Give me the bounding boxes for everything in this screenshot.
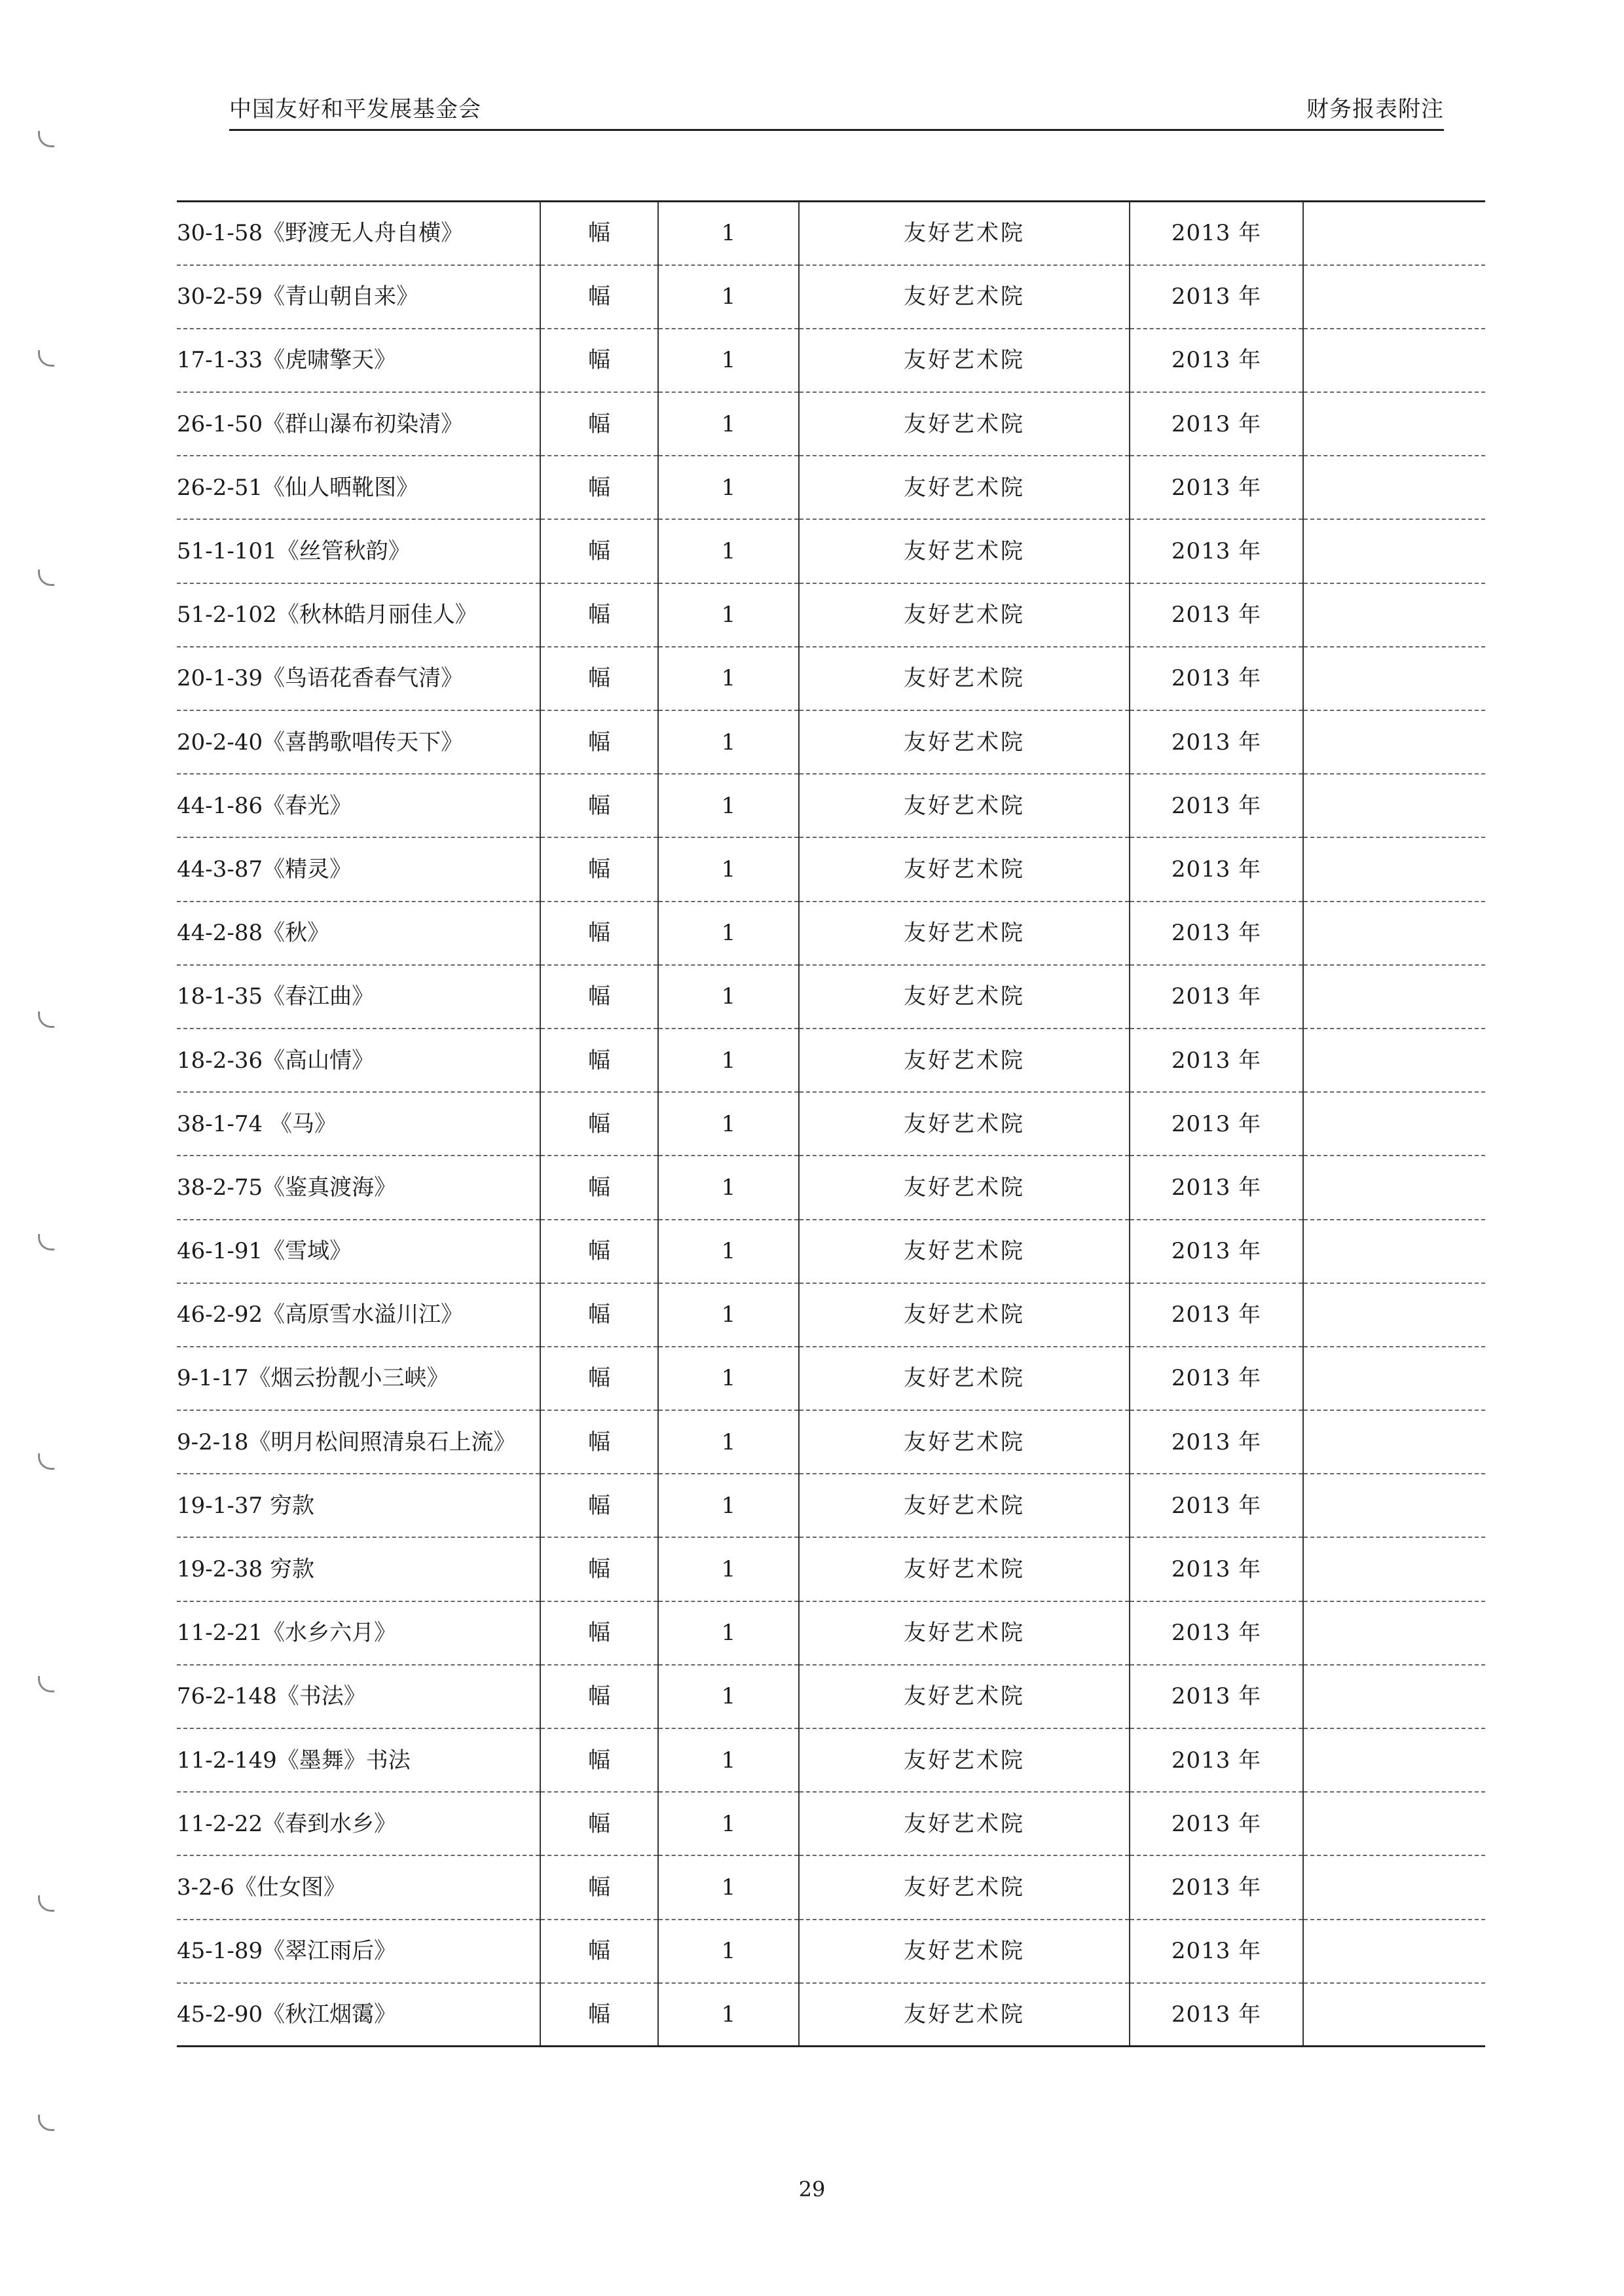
source-cell: 友好艺术院 bbox=[799, 1156, 1130, 1219]
source-cell: 友好艺术院 bbox=[799, 583, 1130, 647]
unit-cell: 幅 bbox=[540, 1347, 658, 1410]
report-title: 财务报表附注 bbox=[1306, 96, 1444, 122]
table-body bbox=[177, 202, 1485, 2047]
item-name-cell: 11-2-21《水乡六月》 bbox=[177, 1601, 540, 1665]
binder-hole-mark bbox=[38, 1676, 54, 1692]
quantity-cell: 1 bbox=[658, 1220, 799, 1283]
note-cell bbox=[1303, 710, 1485, 774]
note-cell bbox=[1303, 965, 1485, 1029]
unit-cell: 幅 bbox=[540, 902, 658, 965]
unit-cell: 幅 bbox=[540, 1283, 658, 1347]
unit-cell: 幅 bbox=[540, 710, 658, 774]
item-name-cell: 11-2-149《墨舞》书法 bbox=[177, 1728, 540, 1792]
item-name-cell: 3-2-6《仕女图》 bbox=[177, 1855, 540, 1919]
unit-cell: 幅 bbox=[540, 1410, 658, 1474]
table-row bbox=[177, 265, 1485, 329]
table-row bbox=[177, 1410, 1485, 1474]
unit-cell: 幅 bbox=[540, 202, 658, 265]
source-cell: 友好艺术院 bbox=[799, 1283, 1130, 1347]
header-rule bbox=[229, 129, 1444, 131]
table-row bbox=[177, 329, 1485, 392]
year-cell: 2013 年 bbox=[1130, 1029, 1303, 1092]
table-row bbox=[177, 392, 1485, 456]
quantity-cell: 1 bbox=[658, 1601, 799, 1665]
year-cell: 2013 年 bbox=[1130, 1920, 1303, 1983]
item-name-cell: 18-2-36《高山情》 bbox=[177, 1029, 540, 1092]
unit-cell: 幅 bbox=[540, 647, 658, 710]
item-name-cell: 30-1-58《野渡无人舟自横》 bbox=[177, 202, 540, 265]
table-row bbox=[177, 1220, 1485, 1283]
source-cell: 友好艺术院 bbox=[799, 710, 1130, 774]
note-cell bbox=[1303, 1029, 1485, 1092]
year-cell: 2013 年 bbox=[1130, 774, 1303, 837]
organization-name: 中国友好和平发展基金会 bbox=[229, 96, 481, 122]
source-cell: 友好艺术院 bbox=[799, 519, 1130, 583]
item-name-cell: 38-2-75《鉴真渡海》 bbox=[177, 1156, 540, 1219]
item-name-cell: 46-1-91《雪域》 bbox=[177, 1220, 540, 1283]
item-name-cell: 17-1-33《虎啸擎天》 bbox=[177, 329, 540, 392]
table-row bbox=[177, 1029, 1485, 1092]
quantity-cell: 1 bbox=[658, 1283, 799, 1347]
table-row bbox=[177, 1601, 1485, 1665]
item-name-cell: 45-1-89《翠江雨后》 bbox=[177, 1920, 540, 1983]
note-cell bbox=[1303, 1728, 1485, 1792]
binder-hole-mark bbox=[38, 1453, 54, 1470]
year-cell: 2013 年 bbox=[1130, 1792, 1303, 1855]
quantity-cell: 1 bbox=[658, 1920, 799, 1983]
unit-cell: 幅 bbox=[540, 1029, 658, 1092]
note-cell bbox=[1303, 1920, 1485, 1983]
item-name-cell: 20-1-39《鸟语花香春气清》 bbox=[177, 647, 540, 710]
year-cell: 2013 年 bbox=[1130, 1855, 1303, 1919]
table-row bbox=[177, 519, 1485, 583]
table-row bbox=[177, 837, 1485, 901]
year-cell: 2013 年 bbox=[1130, 1156, 1303, 1219]
note-cell bbox=[1303, 1220, 1485, 1283]
year-cell: 2013 年 bbox=[1130, 519, 1303, 583]
year-cell: 2013 年 bbox=[1130, 1728, 1303, 1792]
item-name-cell: 44-3-87《精灵》 bbox=[177, 837, 540, 901]
note-cell bbox=[1303, 1792, 1485, 1855]
unit-cell: 幅 bbox=[540, 1920, 658, 1983]
quantity-cell: 1 bbox=[658, 1728, 799, 1792]
item-name-cell: 45-2-90《秋江烟霭》 bbox=[177, 1983, 540, 2047]
note-cell bbox=[1303, 329, 1485, 392]
source-cell: 友好艺术院 bbox=[799, 1029, 1130, 1092]
table-row bbox=[177, 1855, 1485, 1919]
unit-cell: 幅 bbox=[540, 1728, 658, 1792]
table-row bbox=[177, 1920, 1485, 1983]
unit-cell: 幅 bbox=[540, 965, 658, 1029]
year-cell: 2013 年 bbox=[1130, 902, 1303, 965]
asset-table bbox=[177, 200, 1485, 2047]
unit-cell: 幅 bbox=[540, 1792, 658, 1855]
source-cell: 友好艺术院 bbox=[799, 1665, 1130, 1728]
binder-hole-mark bbox=[38, 570, 54, 586]
source-cell: 友好艺术院 bbox=[799, 837, 1130, 901]
year-cell: 2013 年 bbox=[1130, 392, 1303, 456]
binder-hole-mark bbox=[38, 1234, 54, 1250]
quantity-cell: 1 bbox=[658, 837, 799, 901]
note-cell bbox=[1303, 456, 1485, 519]
binder-hole-mark bbox=[38, 1011, 54, 1028]
table-row bbox=[177, 647, 1485, 710]
item-name-cell: 76-2-148《书法》 bbox=[177, 1665, 540, 1728]
quantity-cell: 1 bbox=[658, 202, 799, 265]
quantity-cell: 1 bbox=[658, 1029, 799, 1092]
table-row bbox=[177, 1665, 1485, 1728]
year-cell: 2013 年 bbox=[1130, 1092, 1303, 1156]
source-cell: 友好艺术院 bbox=[799, 1855, 1130, 1919]
quantity-cell: 1 bbox=[658, 1092, 799, 1156]
item-name-cell: 44-2-88《秋》 bbox=[177, 902, 540, 965]
year-cell: 2013 年 bbox=[1130, 965, 1303, 1029]
note-cell bbox=[1303, 774, 1485, 837]
note-cell bbox=[1303, 519, 1485, 583]
binder-hole-mark bbox=[38, 131, 54, 147]
note-cell bbox=[1303, 1601, 1485, 1665]
note-cell bbox=[1303, 202, 1485, 265]
quantity-cell: 1 bbox=[658, 519, 799, 583]
source-cell: 友好艺术院 bbox=[799, 1728, 1130, 1792]
unit-cell: 幅 bbox=[540, 1537, 658, 1601]
note-cell bbox=[1303, 837, 1485, 901]
quantity-cell: 1 bbox=[658, 1855, 799, 1919]
year-cell: 2013 年 bbox=[1130, 1983, 1303, 2047]
note-cell bbox=[1303, 647, 1485, 710]
note-cell bbox=[1303, 1855, 1485, 1919]
item-name-cell: 19-1-37 穷款 bbox=[177, 1474, 540, 1537]
quantity-cell: 1 bbox=[658, 710, 799, 774]
source-cell: 友好艺术院 bbox=[799, 1474, 1130, 1537]
item-name-cell: 26-2-51《仙人晒靴图》 bbox=[177, 456, 540, 519]
source-cell: 友好艺术院 bbox=[799, 902, 1130, 965]
unit-cell: 幅 bbox=[540, 774, 658, 837]
unit-cell: 幅 bbox=[540, 1220, 658, 1283]
quantity-cell: 1 bbox=[658, 1983, 799, 2047]
item-name-cell: 9-1-17《烟云扮靓小三峡》 bbox=[177, 1347, 540, 1410]
year-cell: 2013 年 bbox=[1130, 710, 1303, 774]
table-row bbox=[177, 1347, 1485, 1410]
source-cell: 友好艺术院 bbox=[799, 1220, 1130, 1283]
item-name-cell: 46-2-92《高原雪水溢川江》 bbox=[177, 1283, 540, 1347]
item-name-cell: 30-2-59《青山朝自来》 bbox=[177, 265, 540, 329]
item-name-cell: 26-1-50《群山瀑布初染清》 bbox=[177, 392, 540, 456]
source-cell: 友好艺术院 bbox=[799, 456, 1130, 519]
quantity-cell: 1 bbox=[658, 1410, 799, 1474]
unit-cell: 幅 bbox=[540, 1665, 658, 1728]
unit-cell: 幅 bbox=[540, 1156, 658, 1219]
unit-cell: 幅 bbox=[540, 1474, 658, 1537]
quantity-cell: 1 bbox=[658, 265, 799, 329]
quantity-cell: 1 bbox=[658, 456, 799, 519]
note-cell bbox=[1303, 1156, 1485, 1219]
year-cell: 2013 年 bbox=[1130, 1410, 1303, 1474]
note-cell bbox=[1303, 583, 1485, 647]
note-cell bbox=[1303, 902, 1485, 965]
table-row bbox=[177, 774, 1485, 837]
year-cell: 2013 年 bbox=[1130, 1474, 1303, 1537]
note-cell bbox=[1303, 1474, 1485, 1537]
source-cell: 友好艺术院 bbox=[799, 647, 1130, 710]
unit-cell: 幅 bbox=[540, 1092, 658, 1156]
note-cell bbox=[1303, 1410, 1485, 1474]
year-cell: 2013 年 bbox=[1130, 456, 1303, 519]
note-cell bbox=[1303, 1665, 1485, 1728]
note-cell bbox=[1303, 265, 1485, 329]
source-cell: 友好艺术院 bbox=[799, 965, 1130, 1029]
year-cell: 2013 年 bbox=[1130, 1220, 1303, 1283]
table-row bbox=[177, 1092, 1485, 1156]
unit-cell: 幅 bbox=[540, 265, 658, 329]
unit-cell: 幅 bbox=[540, 1983, 658, 2047]
source-cell: 友好艺术院 bbox=[799, 1983, 1130, 2047]
quantity-cell: 1 bbox=[658, 1792, 799, 1855]
quantity-cell: 1 bbox=[658, 1156, 799, 1219]
table-row bbox=[177, 1156, 1485, 1219]
page-number: 29 bbox=[798, 2177, 826, 2202]
quantity-cell: 1 bbox=[658, 647, 799, 710]
unit-cell: 幅 bbox=[540, 583, 658, 647]
quantity-cell: 1 bbox=[658, 329, 799, 392]
source-cell: 友好艺术院 bbox=[799, 1410, 1130, 1474]
item-name-cell: 20-2-40《喜鹊歌唱传天下》 bbox=[177, 710, 540, 774]
item-name-cell: 11-2-22《春到水乡》 bbox=[177, 1792, 540, 1855]
source-cell: 友好艺术院 bbox=[799, 1920, 1130, 1983]
table-row bbox=[177, 1792, 1485, 1855]
source-cell: 友好艺术院 bbox=[799, 265, 1130, 329]
quantity-cell: 1 bbox=[658, 965, 799, 1029]
quantity-cell: 1 bbox=[658, 1474, 799, 1537]
source-cell: 友好艺术院 bbox=[799, 1347, 1130, 1410]
year-cell: 2013 年 bbox=[1130, 837, 1303, 901]
source-cell: 友好艺术院 bbox=[799, 329, 1130, 392]
source-cell: 友好艺术院 bbox=[799, 774, 1130, 837]
quantity-cell: 1 bbox=[658, 1537, 799, 1601]
year-cell: 2013 年 bbox=[1130, 1665, 1303, 1728]
note-cell bbox=[1303, 1092, 1485, 1156]
binder-hole-mark bbox=[38, 1895, 54, 1912]
item-name-cell: 19-2-38 穷款 bbox=[177, 1537, 540, 1601]
year-cell: 2013 年 bbox=[1130, 1537, 1303, 1601]
year-cell: 2013 年 bbox=[1130, 583, 1303, 647]
note-cell bbox=[1303, 392, 1485, 456]
unit-cell: 幅 bbox=[540, 519, 658, 583]
table-row bbox=[177, 583, 1485, 647]
year-cell: 2013 年 bbox=[1130, 202, 1303, 265]
table-row bbox=[177, 902, 1485, 965]
item-name-cell: 38-1-74 《马》 bbox=[177, 1092, 540, 1156]
binder-hole-mark bbox=[38, 350, 54, 367]
source-cell: 友好艺术院 bbox=[799, 1537, 1130, 1601]
quantity-cell: 1 bbox=[658, 1665, 799, 1728]
year-cell: 2013 年 bbox=[1130, 265, 1303, 329]
quantity-cell: 1 bbox=[658, 392, 799, 456]
unit-cell: 幅 bbox=[540, 837, 658, 901]
unit-cell: 幅 bbox=[540, 1855, 658, 1919]
table-row bbox=[177, 202, 1485, 265]
quantity-cell: 1 bbox=[658, 583, 799, 647]
source-cell: 友好艺术院 bbox=[799, 1792, 1130, 1855]
source-cell: 友好艺术院 bbox=[799, 392, 1130, 456]
source-cell: 友好艺术院 bbox=[799, 202, 1130, 265]
note-cell bbox=[1303, 1347, 1485, 1410]
item-name-cell: 51-1-101《丝管秋韵》 bbox=[177, 519, 540, 583]
note-cell bbox=[1303, 1283, 1485, 1347]
source-cell: 友好艺术院 bbox=[799, 1601, 1130, 1665]
year-cell: 2013 年 bbox=[1130, 1601, 1303, 1665]
unit-cell: 幅 bbox=[540, 392, 658, 456]
year-cell: 2013 年 bbox=[1130, 329, 1303, 392]
table-row bbox=[177, 965, 1485, 1029]
table-row bbox=[177, 1983, 1485, 2047]
unit-cell: 幅 bbox=[540, 456, 658, 519]
year-cell: 2013 年 bbox=[1130, 647, 1303, 710]
table-row bbox=[177, 1283, 1485, 1347]
item-name-cell: 9-2-18《明月松间照清泉石上流》 bbox=[177, 1410, 540, 1474]
unit-cell: 幅 bbox=[540, 329, 658, 392]
page-header bbox=[229, 92, 1444, 131]
quantity-cell: 1 bbox=[658, 1347, 799, 1410]
note-cell bbox=[1303, 1537, 1485, 1601]
table-row bbox=[177, 710, 1485, 774]
item-name-cell: 18-1-35《春江曲》 bbox=[177, 965, 540, 1029]
item-name-cell: 44-1-86《春光》 bbox=[177, 774, 540, 837]
year-cell: 2013 年 bbox=[1130, 1283, 1303, 1347]
note-cell bbox=[1303, 1983, 1485, 2047]
item-name-cell: 51-2-102《秋林皓月丽佳人》 bbox=[177, 583, 540, 647]
year-cell: 2013 年 bbox=[1130, 1347, 1303, 1410]
quantity-cell: 1 bbox=[658, 774, 799, 837]
table-row bbox=[177, 456, 1485, 519]
table-row bbox=[177, 1537, 1485, 1601]
table-row bbox=[177, 1728, 1485, 1792]
binder-hole-mark bbox=[38, 2115, 54, 2131]
table-row bbox=[177, 1474, 1485, 1537]
quantity-cell: 1 bbox=[658, 902, 799, 965]
unit-cell: 幅 bbox=[540, 1601, 658, 1665]
source-cell: 友好艺术院 bbox=[799, 1092, 1130, 1156]
